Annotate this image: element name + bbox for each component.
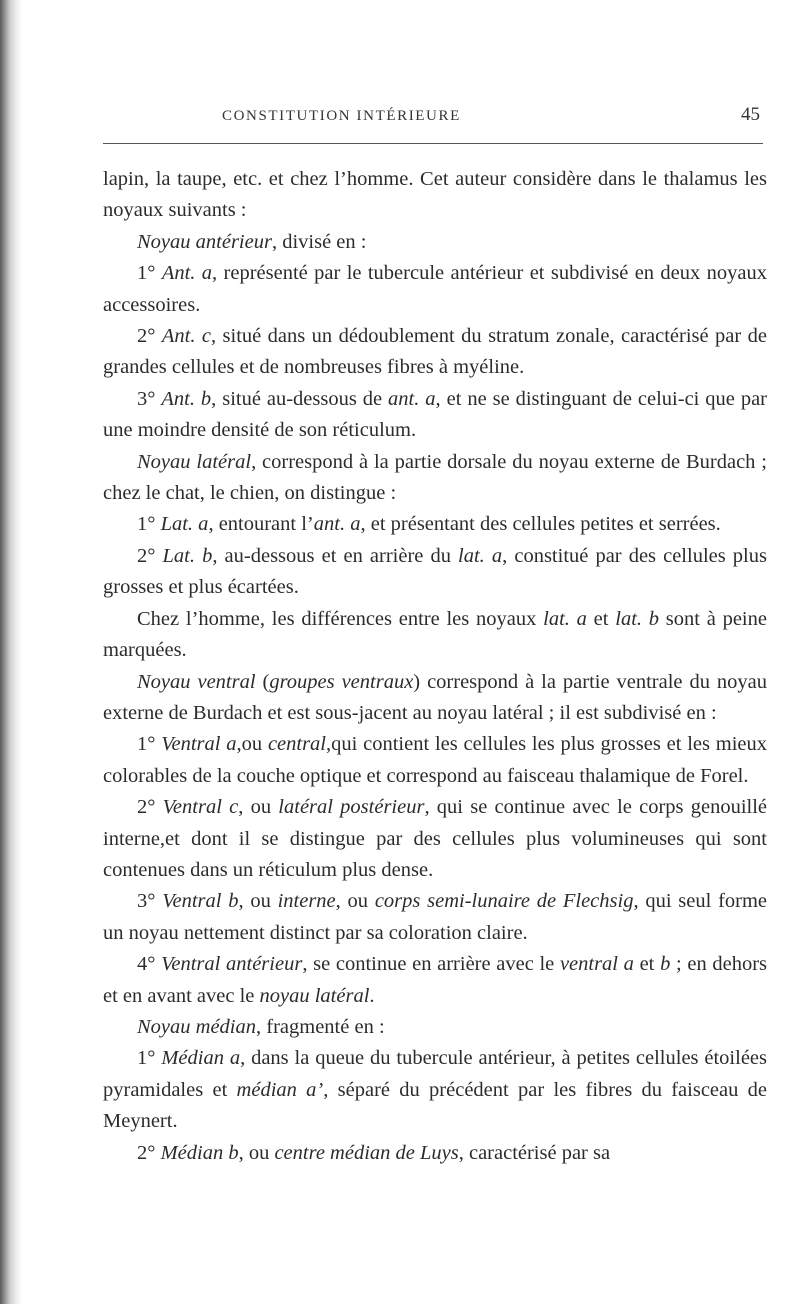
italic-term: Ant. a	[161, 262, 213, 285]
paragraph	[103, 792, 767, 886]
text-run: 3°	[137, 387, 162, 410]
text-run: , au-dessous et en arrière du	[212, 544, 459, 567]
paragraph	[103, 227, 767, 258]
italic-term: Ant. b	[161, 387, 212, 410]
text-run: 1°	[137, 733, 162, 756]
italic-term: Médian b	[160, 1141, 239, 1164]
text-run: , situé au-dessous de	[211, 387, 389, 410]
text-run: ; en dehors et en avant avec le	[103, 953, 768, 1007]
text-run: , ou	[238, 1141, 275, 1164]
text-run: sont à peine marquées.	[103, 607, 767, 662]
italic-term: médian a’	[236, 1078, 324, 1101]
text-run: 1°	[137, 1047, 162, 1070]
italic-term: corps semi-lunaire de Flechsig	[374, 890, 634, 913]
text-run: lapin, la taupe, etc. et chez l’homme. Cet auteur considère dans le thalamus les noyaux suivants :	[103, 168, 767, 222]
text-run: , ou	[335, 890, 375, 913]
text-run: .	[369, 984, 375, 1007]
italic-term: central	[267, 733, 327, 756]
text-run: , entourant l’	[208, 513, 314, 536]
running-head: CONSTITUTION INTÉRIEURE	[222, 108, 461, 124]
text-run: 2°	[137, 325, 162, 348]
italic-term: ant. a	[313, 513, 361, 536]
text-run: , se continue en arrière avec le	[302, 953, 560, 976]
paragraph	[103, 949, 767, 1012]
text-run: , constitué par des cellules plus grosses et plus écartées.	[103, 544, 767, 599]
page-spine-shadow	[0, 0, 22, 1304]
text-run: 3°	[137, 890, 163, 913]
italic-term: noyau latéral	[259, 984, 370, 1007]
header-rule	[103, 143, 763, 144]
paragraph	[103, 729, 767, 792]
text-run: , dans la queue du tubercule antérieur, à petites cellules étoilées pyramidales et	[103, 1047, 768, 1101]
paragraph	[103, 1012, 767, 1043]
text-run: 4°	[137, 953, 162, 976]
italic-term: Ventral antérieur	[161, 953, 303, 976]
page-number: 45	[741, 104, 760, 125]
italic-term: lat. a	[458, 544, 503, 567]
italic-term: ventral a	[559, 953, 634, 976]
text-run: ) correspond à la partie ventrale du noyau externe de Burdach et est sous-jacent au noyau latéral ; il est subdivisé en :	[103, 670, 768, 724]
heading-noyau-median: Noyau médian	[137, 1015, 256, 1038]
italic-term: Ventral a	[161, 733, 237, 756]
text-run: , et ne se distinguant de celui-ci que par une moindre densité de son réticulum.	[103, 387, 768, 442]
paragraph	[103, 321, 767, 384]
italic-term: interne	[277, 890, 336, 913]
text-run: 2°	[137, 544, 163, 567]
italic-term: Médian a	[161, 1047, 241, 1070]
text-run: , qui seul forme un noyau nettement distinct par sa coloration claire.	[103, 890, 768, 944]
italic-term: Ventral c	[162, 796, 239, 819]
italic-term: Ventral b	[162, 890, 239, 913]
text-run: 2°	[137, 796, 163, 819]
text-run: 1°	[137, 262, 162, 285]
paragraph	[103, 667, 767, 730]
text-run: , situé dans un dédoublement du stratum zonale, caractérisé par de grandes cellules et de nombreuses fibres à myéline.	[103, 325, 767, 379]
text-run: , ou	[238, 796, 279, 819]
text-run: , fragmenté en :	[256, 1015, 385, 1038]
paragraph	[103, 1043, 767, 1137]
paragraph	[103, 1138, 767, 1169]
paragraph	[103, 164, 767, 227]
paragraph	[103, 509, 767, 540]
paragraph	[103, 384, 767, 447]
text-run: Chez l’homme, les différences entre les noyaux	[137, 607, 544, 630]
text-run: , séparé du précédent par les fibres du faisceau de Meynert.	[103, 1078, 767, 1133]
italic-term: Lat. a	[160, 513, 209, 536]
text-run: , qui se continue avec le corps genouillé interne,et dont il se distingue par des cellules plus volumineuses qui sont contenues dans un réticulum plus dense.	[103, 796, 768, 881]
italic-term: Lat. b	[162, 544, 213, 567]
heading-noyau-anterieur: Noyau antérieur	[137, 230, 272, 253]
text-run: ,ou	[236, 733, 268, 756]
paragraph	[103, 258, 767, 321]
text-run: , correspond à la partie dorsale du noyau externe de Burdach ; chez le chat, le chien, on distingue :	[103, 450, 768, 505]
heading-noyau-lateral: Noyau latéral	[137, 450, 252, 473]
paragraph	[103, 604, 767, 667]
text-run: , et présentant des cellules petites et serrées.	[360, 513, 721, 536]
italic-term: Ant. c	[161, 325, 211, 348]
text-run: et	[586, 607, 616, 630]
paragraph	[103, 541, 767, 604]
text-run: (	[255, 670, 270, 693]
body-text	[103, 164, 767, 1169]
italic-term: latéral postérieur	[278, 796, 425, 819]
italic-term: lat. b	[615, 607, 660, 630]
italic-term: groupes ventraux	[269, 670, 414, 693]
paragraph	[103, 886, 767, 949]
paragraph	[103, 447, 767, 510]
heading-noyau-ventral: Noyau ventral	[137, 670, 256, 693]
text-run: , caractérisé par sa	[458, 1141, 611, 1164]
italic-term: centre médian de Luys	[274, 1141, 459, 1164]
text-run: , représenté par le tubercule antérieur et subdivisé en deux noyaux accessoires.	[103, 262, 767, 316]
italic-term: b	[660, 953, 671, 976]
italic-term: ant. a	[388, 387, 436, 410]
text-run: ,qui contient les cellules les plus grosses et les mieux colorables de la couche optique et correspond au faisceau thalamique de Forel.	[103, 733, 768, 787]
text-run: , ou	[238, 890, 278, 913]
text-run: , divisé en :	[271, 230, 367, 253]
text-run: 2°	[137, 1141, 161, 1164]
italic-term: lat. a	[543, 607, 587, 630]
text-run: 1°	[137, 513, 161, 536]
text-run: et	[633, 953, 661, 976]
